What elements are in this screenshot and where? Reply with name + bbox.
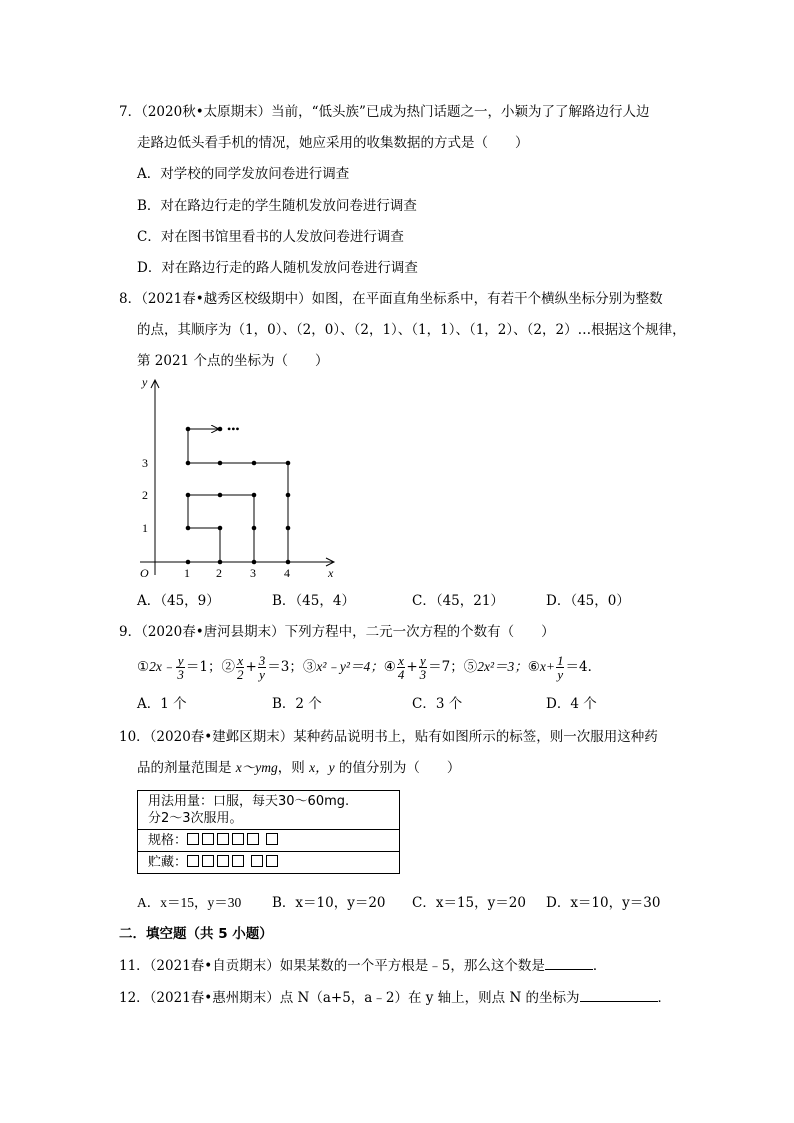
q12-stem: [119, 987, 671, 1008]
q10-option-b: B．x＝10，y＝20: [272, 895, 386, 911]
label-usage-line2: 分2～3次服用。: [148, 811, 243, 826]
eq1-part: 2x﹣: [149, 659, 176, 674]
q11-answer-blank[interactable]: [545, 955, 593, 970]
label-spec: [138, 830, 400, 852]
eq1-fraction: $\frac{y}{3}$: [177, 653, 184, 682]
eq4-marker: ④: [383, 659, 396, 675]
eq2-fraction-b: $\frac{3}{y}$: [258, 653, 266, 682]
section2-title: 二．填空题（共 5 小题）: [119, 926, 273, 942]
x-tick-1: 1: [184, 566, 190, 580]
eq6-marker: ⑥: [527, 659, 540, 675]
eq5-marker: ⑤: [463, 659, 478, 675]
q8-option-d: D．（45，0）: [546, 593, 630, 609]
q12-text: 12．（2021春•惠州期末）点 N（a+5，a﹣2）在 y 轴上，则点 N 的坐标为: [119, 990, 580, 1006]
q9-option-c: C．3 个: [412, 696, 463, 712]
origin-label: O: [140, 566, 149, 580]
spiral-path: [188, 429, 288, 562]
label-usage: [138, 791, 400, 830]
q11-text: 11．（2021春•自贡期末）如果某数的一个平方根是﹣5，那么这个数是: [119, 958, 545, 974]
q7-option-d: D．对在路边行走的路人随机发放问卷进行调查: [137, 260, 418, 276]
eq2-fraction-a: $\frac{x}{2}$: [236, 653, 244, 682]
q8-option-a: A．（45，9）: [137, 593, 220, 609]
q12-end: ．: [657, 990, 672, 1006]
y-axis-label: y: [142, 375, 148, 389]
q7-option-b: B．对在路边行走的学生随机发放问卷进行调查: [137, 198, 417, 214]
label-spec-text: 规格：: [148, 833, 188, 848]
q10-stem-line1: 10．（2020春•建邺区期末）某种药品说明书上，贴有如图所示的标签，则一次服用这种药: [119, 729, 658, 745]
q10-option-a: A．x＝15，y＝30: [137, 895, 242, 910]
q8-option-b: B．（45，4）: [272, 593, 355, 609]
eq4-end: ＝7；: [428, 659, 464, 675]
eq6-fraction: $\frac{1}{y}$: [556, 653, 564, 682]
y-tick-1: 1: [142, 521, 148, 535]
q10-line2-mid: ，则: [277, 760, 310, 776]
eq4-fraction-a: $\frac{x}{4}$: [397, 653, 405, 682]
eq2-end: ＝3；: [267, 659, 303, 675]
q10-option-c: C．x＝15，y＝20: [412, 895, 526, 911]
x-tick-4: 4: [284, 566, 290, 580]
eq4-fraction-b: $\frac{y}{3}$: [419, 653, 427, 682]
eq3: x²﹣y²＝4；: [316, 659, 384, 674]
q8-stem-line3: 第 2021 个点的坐标为（ ）: [137, 353, 329, 369]
y-tick-2: 2: [142, 488, 148, 502]
eq1-marker: ①: [137, 659, 150, 675]
q7-option-c: C．对在图书馆里看书的人发放问卷进行调查: [137, 229, 404, 245]
q12-answer-blank[interactable]: [580, 987, 658, 1002]
q10-line2-post: 的值分别为（ ）: [334, 760, 461, 776]
eq4-op: +: [406, 659, 418, 675]
y-tick-3: 3: [142, 456, 148, 470]
q9-stem: 9．（2020春•唐河县期末）下列方程中，二元一次方程的个数有（ ）: [119, 624, 555, 640]
q9-equations: [137, 652, 601, 682]
q8-option-c: C．（45，21）: [412, 593, 504, 609]
x-axis-label: x: [328, 566, 334, 580]
q11-stem: [119, 955, 606, 976]
q7-stem-line1: 7．（2020秋•太原期末）当前，“低头族”已成为热门话题之一，小颖为了了解路边行人边: [119, 104, 650, 120]
q10-stem-line2: [137, 758, 460, 778]
graph-ellipsis: •••: [227, 422, 240, 436]
eq6-end: ＝4．: [565, 659, 602, 675]
medicine-label: [137, 790, 400, 874]
q9-option-a: A．1 个: [137, 696, 187, 712]
eq2-op: +: [245, 659, 257, 675]
q10-vars: x，y: [309, 760, 335, 775]
eq5: 2x²＝3；: [477, 659, 528, 674]
q10-line2-pre: 品的剂量范围是: [137, 760, 236, 776]
q7-stem-line2: 走路边低头看手机的情况，她应采用的收集数据的方式是（ ）: [137, 135, 529, 151]
q8-stem-line2: 的点，其顺序为（1，0）、（2，0）、（2，1）、（1，1）、（1，2）、（2，2）…根据这个规律，: [137, 322, 686, 338]
label-storage-text: 贮藏：: [148, 855, 188, 870]
q9-option-b: B．2 个: [272, 696, 322, 712]
q9-option-d: D．4 个: [546, 696, 597, 712]
eq3-marker: ③: [302, 659, 317, 675]
q8-stem-line1: 8．（2021春•越秀区校级期中）如图，在平面直角坐标系中，有若干个横纵坐标分别为整数: [119, 291, 663, 307]
q7-option-a: A．对学校的同学发放问卷进行调查: [137, 166, 350, 182]
label-usage-line1: 用法用量：口服，每天30～60mg.: [148, 794, 350, 809]
q10-dose-expr: x～ymg: [235, 760, 278, 775]
eq6-part: x+: [539, 659, 555, 674]
q8-coordinate-graph: [130, 370, 350, 585]
q10-option-d: D．x＝10，y＝30: [546, 895, 661, 911]
q11-end: ．: [592, 958, 607, 974]
eq1-end: ＝1；: [185, 659, 222, 675]
x-tick-3: 3: [250, 566, 256, 580]
eq2-marker: ②: [221, 659, 235, 675]
label-storage: [138, 852, 400, 874]
x-tick-2: 2: [216, 566, 222, 580]
